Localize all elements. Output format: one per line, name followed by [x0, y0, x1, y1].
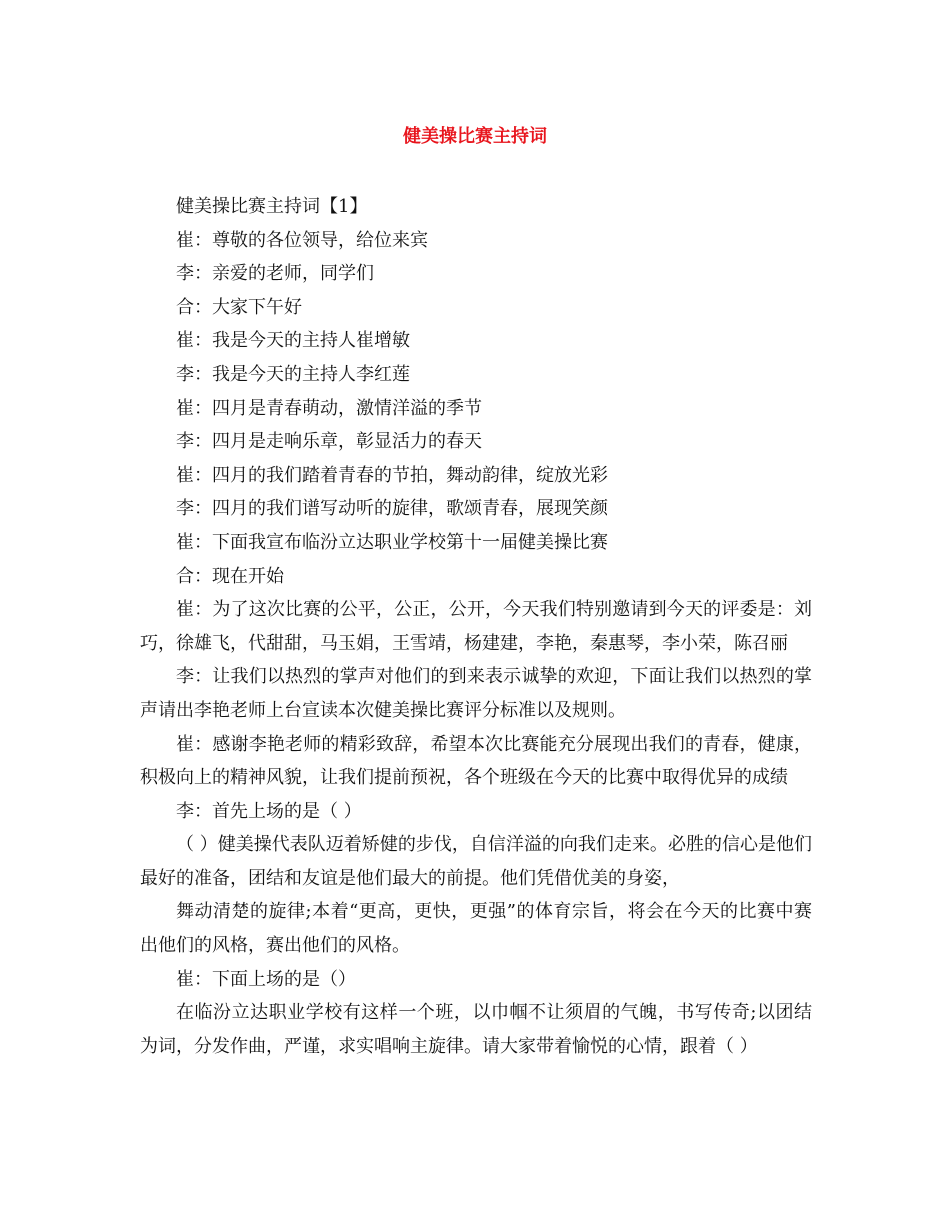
paragraph: 李：我是今天的主持人李红莲: [176, 363, 410, 385]
paragraph: 崔：感谢李艳老师的精彩致辞，希望本次比赛能充分展现出我们的青春，健康，积极向上的精神风貌，让我们提前预祝，各个班级在今天的比赛中取得优异的成绩: [140, 733, 812, 789]
document-title: 健美操比赛主持词: [403, 126, 547, 147]
paragraph: 合：大家下午好: [176, 296, 302, 318]
paragraph: 在临汾立达职业学校有这样一个班，以巾帼不让须眉的气魄，书写传奇;以团结为词，分发作曲，严谨，求实唱响主旋律。请大家带着愉悦的心情，跟着（ ）: [140, 1002, 812, 1057]
paragraph: 李：亲爱的老师，同学们: [176, 263, 374, 285]
paragraph: 李：四月是走响乐章，彰显活力的春天: [176, 431, 482, 453]
paragraph: 李：四月的我们谱写动听的旋律，歌颂青春，展现笑颜: [176, 498, 608, 520]
paragraph: 崔：下面上场的是（）: [176, 968, 356, 990]
paragraph: 崔：四月的我们踏着青春的节拍，舞动韵律，绽放光彩: [176, 464, 608, 486]
document-body: [140, 190, 812, 1063]
paragraph: 李：让我们以热烈的掌声对他们的到来表示诚挚的欢迎，下面让我们以热烈的掌声请出李艳老师上台宣读本次健美操比赛评分标准以及规则。: [140, 666, 812, 721]
paragraph: 崔：我是今天的主持人崔增敏: [176, 330, 410, 352]
paragraph: （ ）健美操代表队迈着矫健的步伐，自信洋溢的向我们走来。必胜的信心是他们最好的准备，团结和友谊是他们最大的前提。他们凭借优美的身姿，: [140, 834, 812, 889]
paragraph: 崔：下面我宣布临汾立达职业学校第十一届健美操比赛: [176, 531, 608, 553]
paragraph: 舞动清楚的旋律;本着“更高，更快，更强”的体育宗旨，将会在今天的比赛中赛出他们的风格，赛出他们的风格。: [140, 901, 812, 957]
paragraph: 李：首先上场的是（ ）: [176, 800, 362, 822]
paragraph: 崔：尊敬的各位领导，给位来宾: [176, 229, 428, 251]
paragraph: 崔：为了这次比赛的公平，公正，公开，今天我们特别邀请到今天的评委是：刘巧，徐雄飞，代甜甜，马玉娟，王雪靖，杨建建，李艳，秦惠琴，李小荣，陈召丽: [140, 599, 812, 654]
paragraph: 合：现在开始: [176, 565, 284, 587]
paragraph: 健美操比赛主持词【1】: [176, 196, 368, 217]
paragraph: 崔：四月是青春萌动，激情洋溢的季节: [176, 397, 482, 419]
